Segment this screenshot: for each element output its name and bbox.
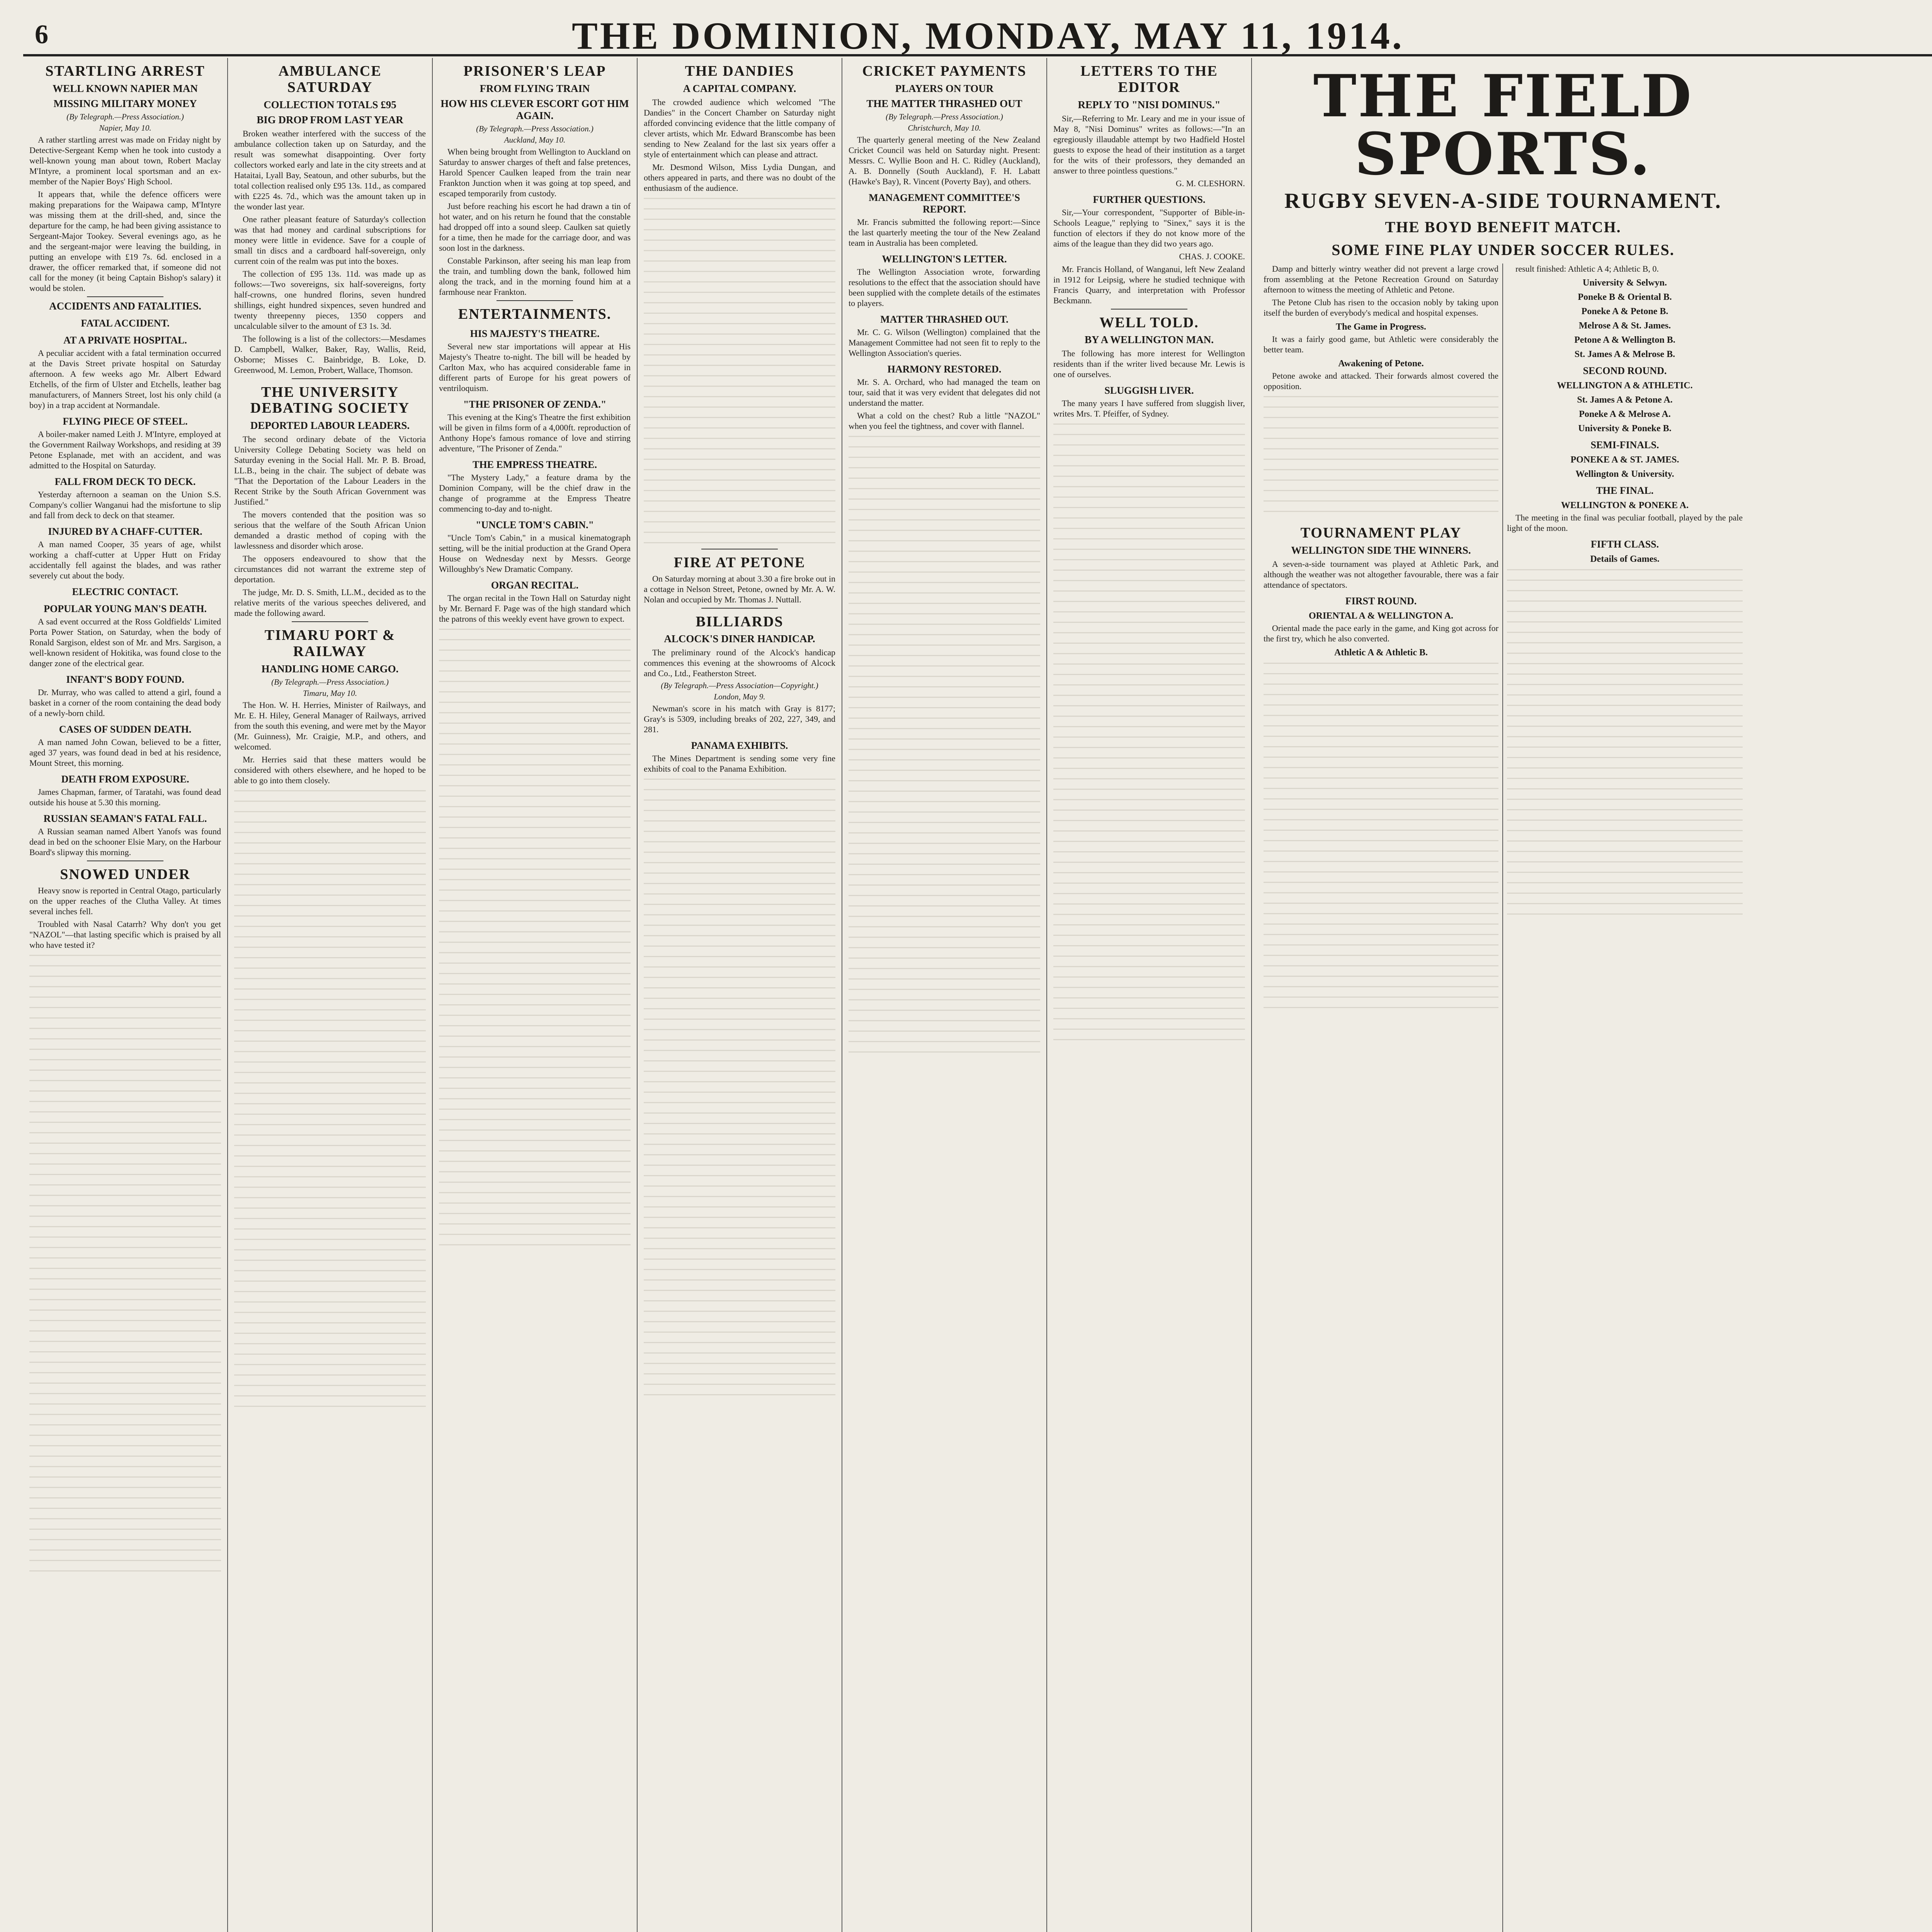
subhead: FROM FLYING TRAIN xyxy=(480,82,590,94)
paragraph: The Mines Department is sending some very fine exhibits of coal to the Panama Exhibition. xyxy=(644,753,835,774)
subhead: Poneke A & Melrose A. xyxy=(1579,409,1671,419)
field-sports-column-b xyxy=(1503,264,1747,1932)
subhead: WELL KNOWN NAPIER MAN xyxy=(53,82,198,94)
subhead: ELECTRIC CONTACT. xyxy=(72,586,179,597)
text-block xyxy=(29,955,221,1573)
divider xyxy=(701,608,778,609)
paragraph: When being brought from Wellington to Auckland on Saturday to answer charges of theft and false pretences, Harold Spencer Caulken leaped from the train near Frankton Junction when it was going at top speed, and escaped temporarily from custody. xyxy=(439,146,631,198)
divider xyxy=(292,621,368,622)
paragraph: The collection of £95 13s. 11d. was made up as follows:—Two sovereigns, six half-sovereigns, forty half-crowns, one hundred florins, seven hundred shillings, eight hundred sixpences, seven hundred and twenty threepenny pieces, 1350 coppers and uncalculable silver to the amount of £3 1s. 3d. xyxy=(234,269,426,331)
subhead: DEATH FROM EXPOSURE. xyxy=(61,773,189,785)
subhead: WELLINGTON & PONEKE A. xyxy=(1561,500,1689,510)
text-block xyxy=(1264,396,1498,520)
headline-debating-society: THE UNIVERSITY DEBATING SOCIETY xyxy=(250,384,410,417)
byline: (By Telegraph.—Press Association—Copyright.) xyxy=(661,681,818,690)
paragraph: Mr. Francis Holland, of Wanganui, left New Zealand in 1912 for Leipsig, where he studied technique with Francis Quarry, and interpretation with Professor Beckmann. xyxy=(1053,264,1245,305)
headline-accidents: ACCIDENTS AND FATALITIES. xyxy=(49,300,201,312)
paragraph: Sir,—Referring to Mr. Leary and me in your issue of May 8, "Nisi Dominus" writes as follows:—"In an egregiously illaudable attempt by two Hadfield Hostel guests to expose the head of their institution as a target for the wits of their professors, they demanded an answer to three pointless questions." xyxy=(1053,113,1245,175)
paragraph: A sad event occurred at the Ross Goldfields' Limited Porta Power Station, on Saturday, when the body of Ronald Sargison, eldest son of Mr. and Mrs. Sargison, a well-known resident of Hokitika, was found close to the danger zone of the electrical gear. xyxy=(29,616,221,668)
dateline: Timaru, May 10. xyxy=(303,688,357,698)
subhead: FIFTH CLASS. xyxy=(1590,539,1659,550)
paragraph: Constable Parkinson, after seeing his man leap from the train, and tumbling down the bank, followed him along the track, and in the morning found him at a farmhouse near Frankton. xyxy=(439,255,631,297)
subhead: FLYING PIECE OF STEEL. xyxy=(63,415,188,427)
headline-startling-arrest: STARTLING ARREST xyxy=(45,63,205,79)
paragraph: A Russian seaman named Albert Yanofs was found dead in bed on the schooner Elsie Mary, on the Harbour Board's slipway this morning. xyxy=(29,826,221,857)
paragraph: A boiler-maker named Leith J. M'Intyre, employed at the Government Railway Workshops, and residing at 39 Petone Esplanade, met with an accident, and was admitted to the Hospital on Saturday. xyxy=(29,429,221,470)
field-sports-section xyxy=(1252,58,1754,1932)
subhead: INFANT'S BODY FOUND. xyxy=(66,673,184,685)
field-sports-title: THE FIELD SPORTS. xyxy=(1313,62,1693,188)
subhead: REPLY TO "NISI DOMINUS." xyxy=(1078,99,1221,111)
field-sports-column-a xyxy=(1260,264,1503,1932)
subhead: ORIENTAL A & WELLINGTON A. xyxy=(1308,611,1454,621)
paragraph: The crowded audience which welcomed "The Dandies" in the Concert Chamber on Saturday night afforded convincing evidence that the little company of clever artists, which Mr. Edward Branscombe has been sending to New Zealand for the last six years offer a style of entertainment which can please and attract. xyxy=(644,97,835,159)
column-3 xyxy=(433,58,638,1932)
paragraph: Mr. Desmond Wilson, Miss Lydia Dungan, and others appeared in parts, and there was no doubt of the enthusiasm of the audience. xyxy=(644,162,835,193)
field-sports-columns xyxy=(1260,264,1747,1932)
masthead xyxy=(23,12,1932,56)
signature: G. M. CLESHORN. xyxy=(1175,178,1245,188)
headline-well-told: WELL TOLD. xyxy=(1099,314,1199,331)
text-block xyxy=(644,779,835,1397)
advertisement: Troubled with Nasal Catarrh? Why don't you get "NAZOL"—that lasting specific which is praised by all who have tested it? xyxy=(29,919,221,950)
divider xyxy=(1111,309,1187,310)
paragraph: Several new star importations will appear at His Majesty's Theatre to-night. The bill will be headed by Carlton Max, who has acquired considerable fame in different parts of Europe for his great powers of ventriloquism. xyxy=(439,341,631,393)
column-6 xyxy=(1047,58,1252,1932)
divider xyxy=(87,296,163,297)
paragraph: This evening at the King's Theatre the first exhibition will be given in films form of a 4,000ft. reproduction of Anthony Hope's famous romance of love and stirring adventure, "The Prisoner of Zenda." xyxy=(439,412,631,453)
page-columns xyxy=(23,58,1932,1932)
boyd-benefit-subtitle: THE BOYD BENEFIT MATCH. xyxy=(1385,218,1621,236)
subhead: HARMONY RESTORED. xyxy=(887,363,1002,375)
paragraph: James Chapman, farmer, of Taratahi, was found dead outside his house at 5.30 this morning. xyxy=(29,787,221,807)
headline-timaru: TIMARU PORT & RAILWAY xyxy=(264,627,396,660)
paragraph: The organ recital in the Town Hall on Saturday night by Mr. Bernard F. Page was of the high standard which the patrons of this weekly event have grown to expect. xyxy=(439,593,631,624)
subhead: FATAL ACCIDENT. xyxy=(81,317,170,329)
paragraph: The following is a list of the collectors:—Mesdames D. Campbell, Walker, Baker, Ray, Wallis, Reid, Osborne; Misses C. Bainbridge, B. Loke, D. Greenwood, M. Lemon, Probert, Wallace, Thomson. xyxy=(234,333,426,375)
byline: (By Telegraph.—Press Association.) xyxy=(66,112,184,121)
subhead: ALCOCK'S DINER HANDICAP. xyxy=(664,633,815,645)
paragraph: On Saturday morning at about 3.30 a fire broke out in a cottage in Nelson Street, Petone, owned by Mr. A. W. Nolan and occupied by Mr. Thomas J. Nuttall. xyxy=(644,573,835,604)
text-block xyxy=(439,629,631,1247)
paragraph: The following has more interest for Wellington residents than if the writer lived because Mr. Lewis is one of ourselves. xyxy=(1053,349,1245,379)
rugby-subtitle: RUGBY SEVEN-A-SIDE TOURNAMENT. xyxy=(1284,189,1722,213)
byline: (By Telegraph.—Press Association.) xyxy=(271,677,389,687)
paragraph: The second ordinary debate of the Victoria University College Debating Society was held on Saturday evening in the Social Hall. Mr. P. B. Broad, LL.B., being in the chair. The subject of debate was "That the Deportation of the Labour Leaders in the Recent Strike by the South African Government was Justified." xyxy=(234,434,426,507)
byline: (By Telegraph.—Press Association.) xyxy=(476,124,594,133)
paragraph: The judge, Mr. D. S. Smith, LL.M., decided as to the relative merits of the various speeches delivered, and made the following award. xyxy=(234,587,426,618)
column-5 xyxy=(842,58,1047,1932)
subhead: St. James A & Petone A. xyxy=(1577,395,1673,405)
subhead: INJURED BY A CHAFF-CUTTER. xyxy=(48,526,202,537)
headline-dandies: THE DANDIES xyxy=(685,63,794,79)
subhead: BIG DROP FROM LAST YEAR xyxy=(257,114,403,126)
paragraph: The opposers endeavoured to show that the circumstances did not warrant the extreme step of deportation. xyxy=(234,554,426,585)
subhead: RUSSIAN SEAMAN'S FATAL FALL. xyxy=(43,813,207,824)
subhead: Details of Games. xyxy=(1590,554,1660,564)
paragraph: A peculiar accident with a fatal termination occurred at the Davis Street private hospital on Saturday afternoon. A few weeks ago Mr. Albert Edward Etchells, of the firm of Ulster and Etchells, leather bag manufacturers, of Manners Street, lost his only child (a boy) in a trap accident at Normandale. xyxy=(29,348,221,410)
subhead: A CAPITAL COMPANY. xyxy=(683,82,796,94)
subhead: The Game in Progress. xyxy=(1336,322,1426,332)
paragraph: The preliminary round of the Alcock's handicap commences this evening at the showrooms of Alcock and Co., Ltd., Featherston Street. xyxy=(644,648,835,679)
subhead: University & Poneke B. xyxy=(1578,423,1672,434)
page-number: 6 xyxy=(35,20,48,49)
paragraph: Newman's score in his match with Gray is 8177; Gray's is 5309, including breaks of 202, 227, 349, and 281. xyxy=(644,704,835,735)
subhead: PANAMA EXHIBITS. xyxy=(691,740,788,752)
paragraph: Dr. Murray, who was called to attend a girl, found a basket in a corner of the room containing the dead body of a newly-born child. xyxy=(29,687,221,718)
advertisement: What a cold on the chest? Rub a little "NAZOL" when you feel the tightness, and cover with flannel. xyxy=(849,410,1040,431)
headline-entertainments: ENTERTAINMENTS. xyxy=(458,306,612,322)
paragraph: A man named Cooper, 35 years of age, whilst working a chaff-cutter at Upper Hutt on Friday accidentally fell against the blades, and was rather severely cut about the body. xyxy=(29,539,221,580)
text-block xyxy=(234,790,426,1408)
subhead: THE MATTER THRASHED OUT xyxy=(866,97,1022,109)
subhead: AT A PRIVATE HOSPITAL. xyxy=(63,334,187,346)
subhead: POPULAR YOUNG MAN'S DEATH. xyxy=(44,603,207,614)
paragraph: Sir,—Your correspondent, "Supporter of Bible-in-Schools League," replying to "Sinex," says it is the function of electors if they do not know more of the aims of the league than they did two years ago. xyxy=(1053,207,1245,248)
subhead: FURTHER QUESTIONS. xyxy=(1093,194,1206,205)
paragraph: Mr. Francis submitted the following report:—Since the last quarterly meeting the tour of the New Zealand team in Australia has been completed. xyxy=(849,217,1040,248)
paragraph: Petone awoke and attacked. Their forwards almost covered the opposition. xyxy=(1264,371,1498,391)
paragraph: Mr. Herries said that these matters would be considered with others elsewhere, and he hoped to be able to go into them closely. xyxy=(234,754,426,785)
subhead: DEPORTED LABOUR LEADERS. xyxy=(250,420,410,432)
paragraph: One rather pleasant feature of Saturday's collection was that had money and cardinal subscriptions for money were little in evidence. Save for a couple of small tin discs and a cardboard half-sovereign, only current coin of the realm was put into the boxes. xyxy=(234,214,426,266)
headline-fire-at-petone: FIRE AT PETONE xyxy=(673,554,806,571)
subhead: Poneke B & Oriental B. xyxy=(1578,292,1672,302)
headline-snowed-under: SNOWED UNDER xyxy=(60,866,190,883)
column-2 xyxy=(228,58,433,1932)
subhead: PONEKE A & ST. JAMES. xyxy=(1570,455,1679,465)
subhead: MISSING MILITARY MONEY xyxy=(53,97,197,109)
divider xyxy=(497,300,573,301)
subhead: Awakening of Petone. xyxy=(1338,359,1424,369)
column-1 xyxy=(23,58,228,1932)
paragraph: Just before reaching his escort he had drawn a tin of hot water, and on his return he found that the constable had dropped off into a sound sleep. Caulken sat quietly for a time, then he made for the carriage door, and was soon lost in the darkness. xyxy=(439,201,631,253)
subhead: ORGAN RECITAL. xyxy=(491,579,579,591)
subhead: MANAGEMENT COMMITTEE'S REPORT. xyxy=(869,192,1020,215)
headline-tournament-play: TOURNAMENT PLAY xyxy=(1300,525,1462,541)
subhead: CASES OF SUDDEN DEATH. xyxy=(59,723,192,735)
subhead: HOW HIS CLEVER ESCORT GOT HIM AGAIN. xyxy=(440,97,629,121)
paragraph: A man named John Cowan, believed to be a fitter, aged 37 years, was found dead in bed at his residence, Mount Street, this morning. xyxy=(29,737,221,768)
paragraph: The Petone Club has risen to the occasion nobly by taking upon itself the burden of everybody's medical and hospital expenses. xyxy=(1264,298,1498,318)
subhead: SLUGGISH LIVER. xyxy=(1104,385,1194,396)
paragraph: A seven-a-side tournament was played at Athletic Park, and although the weather was not altogether favourable, there was a fair attendance of spectators. xyxy=(1264,559,1498,590)
subhead: WELLINGTON'S LETTER. xyxy=(882,253,1007,265)
paragraph: Yesterday afternoon a seaman on the Union S.S. Company's collier Wanganui had the misfortune to slip and fall from deck to deck on that steamer. xyxy=(29,489,221,520)
paragraph: The many years I have suffered from sluggish liver, writes Mrs. T. Pfeiffer, of Sydney. xyxy=(1053,398,1245,419)
text-block xyxy=(644,198,835,546)
paragraph: The movers contended that the position was so serious that the welfare of the South African Union demanded a drastic method of coping with the lawlessness and disorder which arose. xyxy=(234,510,426,551)
dateline: Napier, May 10. xyxy=(99,123,151,133)
subhead: Petone A & Wellington B. xyxy=(1574,335,1675,345)
paragraph: The Hon. W. H. Herries, Minister of Railways, and Mr. E. H. Hiley, General Manager of Railways, arrived from the south this evening, and were met by the Mayor (Mr. Guinness), Mr. Craigie, M.P., and others, and welcomed. xyxy=(234,700,426,752)
text-block xyxy=(1264,663,1498,1010)
headline-letters: LETTERS TO THE EDITOR xyxy=(1080,63,1218,95)
headline-ambulance: AMBULANCE SATURDAY xyxy=(278,63,382,95)
paragraph: It was a fairly good game, but Athletic were considerably the better team. xyxy=(1264,334,1498,354)
subhead: SEMI-FINALS. xyxy=(1590,439,1659,451)
subhead: "UNCLE TOM'S CABIN." xyxy=(475,519,594,531)
subhead: Athletic A & Athletic B. xyxy=(1334,647,1428,658)
subhead: University & Selwyn. xyxy=(1583,278,1667,288)
paragraph: Mr. C. G. Wilson (Wellington) complained that the Management Committee had not seen fit to reply to the Wellington Association's queries. xyxy=(849,327,1040,358)
paragraph: Heavy snow is reported in Central Otago, particularly on the upper reaches of the Clutha Valley. At times several inches fell. xyxy=(29,885,221,916)
subhead: FIRST ROUND. xyxy=(1345,595,1417,607)
subhead: Poneke A & Petone B. xyxy=(1581,306,1668,316)
paragraph: Damp and bitterly wintry weather did not prevent a large crowd from assembling at the Petone Recreation Ground on Saturday afternoon to witness the meeting of Athletic and Petone. xyxy=(1264,264,1498,294)
paragraph: A rather startling arrest was made on Friday night by Detective-Sergeant Kemp when he took into custody a well-known young man about town, Robert Maclay M'Intyre, a prominent local sportsman and an ex-member of the Napier Boys' High School. xyxy=(29,134,221,186)
paragraph: The quarterly general meeting of the New Zealand Cricket Council was held on Saturday night. Present: Messrs. C. Wyllie Boon and H. C. Ridley (Auckland), A. B. Donnelly (South Auckland), F. H. Labatt (Hawke's Bay), R. Vincent (Poverty Bay), and others. xyxy=(849,134,1040,186)
divider xyxy=(292,378,368,379)
paper-title: THE DOMINION, MONDAY, MAY 11, 1914. xyxy=(572,14,1404,57)
paragraph: "Uncle Tom's Cabin," in a musical kinematograph setting, will be the initial production at the Grand Opera House on Wednesday next by Messrs. George Willoughby's New Dramatic Company. xyxy=(439,532,631,574)
subhead: HIS MAJESTY'S THEATRE. xyxy=(470,328,600,339)
soccer-subtitle: SOME FINE PLAY UNDER SOCCER RULES. xyxy=(1332,241,1675,259)
paragraph: result finished: Athletic A 4; Athletic B, 0. xyxy=(1515,264,1659,274)
subhead: THE EMPRESS THEATRE. xyxy=(473,459,597,470)
text-block xyxy=(1507,569,1743,917)
subhead: PLAYERS ON TOUR xyxy=(895,82,994,94)
paragraph: Mr. S. A. Orchard, who had managed the team on tour, said that it was very evident that delegates did not understand the matter. xyxy=(849,377,1040,408)
subhead: FALL FROM DECK TO DECK. xyxy=(54,476,196,487)
paragraph: The Wellington Association wrote, forwarding resolutions to the effect that the association should have been supplied with the complete details of the estimates to players. xyxy=(849,267,1040,308)
subhead: COLLECTION TOTALS £95 xyxy=(264,99,396,111)
dateline: Auckland, May 10. xyxy=(504,135,566,145)
dateline: London, May 9. xyxy=(714,692,765,702)
headline-billiards: BILLIARDS xyxy=(696,613,784,630)
paragraph: "The Mystery Lady," a feature drama by the Dominion Company, will be the chief draw in the change of programme at the Empress Theatre commencing to-day and to-night. xyxy=(439,472,631,514)
subhead: "THE PRISONER OF ZENDA." xyxy=(463,398,607,410)
text-block xyxy=(849,436,1040,1054)
subhead: Melrose A & St. James. xyxy=(1578,321,1671,331)
subhead: Wellington & University. xyxy=(1575,469,1674,479)
subhead: THE FINAL. xyxy=(1596,485,1654,496)
paragraph: Broken weather interfered with the success of the ambulance collection taken up on Saturday, and the result was somewhat disappointing. Over forty collectors worked early and late in the city streets and at Hataitai, Lyall Bay, Seatoun, and other suburbs, but the total collection realised only £95 13s. 11d., as compared with £225 4s. 7d., which was the amount taken up in the wonder last year. xyxy=(234,128,426,211)
subhead: HANDLING HOME CARGO. xyxy=(261,663,399,675)
headline-cricket-payments: CRICKET PAYMENTS xyxy=(862,63,1027,79)
text-block xyxy=(1053,423,1245,1042)
byline: (By Telegraph.—Press Association.) xyxy=(886,112,1003,121)
paragraph: Oriental made the pace early in the game, and King got across for the first try, which he also converted. xyxy=(1264,623,1498,643)
subhead: BY A WELLINGTON MAN. xyxy=(1084,334,1214,346)
paragraph: The meeting in the final was peculiar football, played by the pale light of the moon. xyxy=(1507,513,1743,533)
headline-prisoners-leap: PRISONER'S LEAP xyxy=(463,63,606,79)
dateline: Christchurch, May 10. xyxy=(908,123,981,133)
subhead: SECOND ROUND. xyxy=(1583,365,1667,376)
subhead: WELLINGTON A & ATHLETIC. xyxy=(1557,381,1693,391)
subhead: MATTER THRASHED OUT. xyxy=(880,313,1009,325)
subhead: WELLINGTON SIDE THE WINNERS. xyxy=(1291,544,1471,556)
subhead: St. James A & Melrose B. xyxy=(1574,349,1675,359)
paragraph: It appears that, while the defence officers were making preparations for the Waipawa camp, M'Intyre was missing them at the drill-shed, and, since the departure for the camp, he had been giving assistance to Sergeant-Major Tookey. Several evenings ago, as he and the sergeant-major were leaving the building, in putting an envelope with £19 7s. 6d. enclosed in a drawer, the officer remarked that, if someone did not call for the money (it being Captain Bishop's salary) it would be stolen. xyxy=(29,189,221,293)
column-4 xyxy=(638,58,842,1932)
signature: CHAS. J. COOKE. xyxy=(1179,251,1245,261)
